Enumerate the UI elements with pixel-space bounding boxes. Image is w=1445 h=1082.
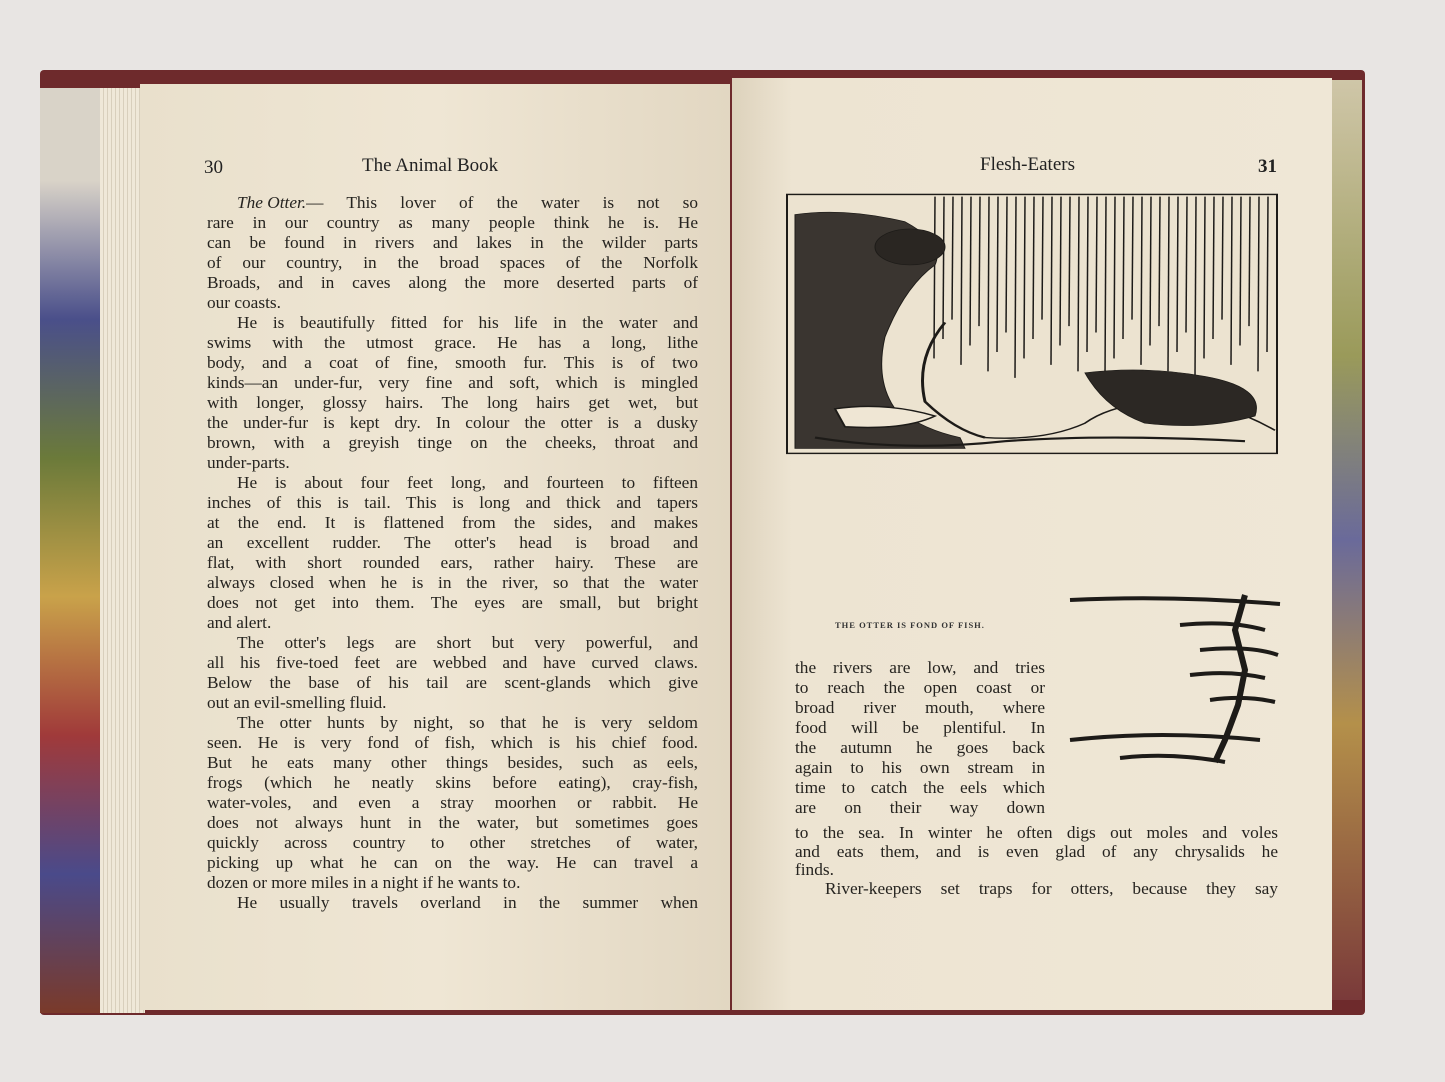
text-line: with longer, glossy hairs. The long hairs get wet, but <box>207 393 698 412</box>
reed-stroke <box>1159 197 1160 326</box>
text-line: again to his own stream in <box>795 758 1045 777</box>
reed-stroke <box>1195 197 1196 378</box>
reed-stroke <box>1033 197 1034 339</box>
text-line: and alert. <box>207 613 272 632</box>
text-line: all his five-toed feet are webbed and have curved claws. <box>207 653 698 672</box>
text-line: quickly across country to other stretches of water, <box>207 833 698 852</box>
right-body-text-wide <box>795 824 1278 898</box>
text-line: are on their way down <box>795 798 1045 817</box>
text-line: The otter's legs are short but very powerful, and <box>237 633 698 652</box>
text-line: can be found in rivers and lakes in the wilder parts <box>207 233 698 252</box>
reed-stroke <box>1168 197 1169 372</box>
text-line: the autumn he goes back <box>795 738 1045 757</box>
reed-stroke <box>1123 197 1124 339</box>
text-line: our coasts. <box>207 293 281 312</box>
reed-stroke <box>979 197 980 326</box>
reed-stroke <box>1006 197 1007 333</box>
text-line: picking up what he can on the way. He can travel a <box>207 853 698 872</box>
text-line: flat, with short rounded ears, rather hairy. These are <box>207 553 698 572</box>
right-page-number: 31 <box>1258 156 1277 177</box>
reed-stroke <box>1069 197 1070 326</box>
reed-stroke <box>1231 197 1232 365</box>
text-line: does not always hunt in the water, but sometimes goes <box>207 813 698 832</box>
book-cover-right-edge <box>1330 80 1362 1000</box>
text-line: does not get into them. The eyes are small, but bright <box>207 593 698 612</box>
text-line: out an evil-smelling fluid. <box>207 693 387 712</box>
text-line: — This lover of the water is not so <box>306 193 698 212</box>
text-line: kinds—an under-fur, very fine and soft, which is mingled <box>207 373 698 392</box>
text-line: He is beautifully fitted for his life in the water and <box>237 313 698 332</box>
reed-stroke <box>952 197 953 320</box>
text-line: of our country, in the broad spaces of the Norfolk <box>207 253 698 272</box>
text-line: brown, with a greyish tinge on the cheeks, throat and <box>207 433 698 452</box>
left-running-head: The Animal Book <box>362 155 499 176</box>
left-page-number: 30 <box>204 157 223 178</box>
reed-stroke <box>1114 197 1115 359</box>
reed-stroke <box>988 197 989 372</box>
reed-stroke <box>1204 197 1205 359</box>
reed-stroke <box>1258 197 1259 372</box>
reed-stroke <box>1060 197 1061 346</box>
reed-stroke <box>1240 197 1241 346</box>
reed-stroke <box>1015 197 1016 378</box>
text-line: frogs (which he neatly skins before eating), cray-fish, <box>207 773 698 792</box>
text-line: water-voles, and even a stray moorhen or rabbit. He <box>207 793 698 812</box>
text-line: rare in our country as many people think he is. He <box>207 213 698 232</box>
section-title: The Otter. <box>237 193 307 212</box>
reed-stroke <box>1024 197 1025 359</box>
text-line: River-keepers set traps for otters, because they say <box>825 879 1278 898</box>
text-line: broad river mouth, where <box>795 698 1045 717</box>
text-line: dozen or more miles in a night if he wants to. <box>207 873 521 892</box>
text-line: swims with the utmost grace. He has a long, lithe <box>207 333 698 352</box>
right-body-text-narrow <box>795 658 1045 818</box>
text-line: and eats them, and is even glad of any chrysalids he <box>795 842 1278 861</box>
text-line-with-title <box>207 193 698 213</box>
text-line: food will be plentiful. In <box>795 718 1045 737</box>
reed-stroke <box>1042 197 1043 320</box>
illustration-caption: THE OTTER IS FOND OF FISH. <box>835 620 985 630</box>
text-line: Below the base of his tail are scent-glands which give <box>207 673 698 692</box>
reed-stroke <box>1267 197 1268 352</box>
reed-stroke <box>1186 197 1187 333</box>
reed-stroke <box>961 197 962 365</box>
right-running-head: Flesh-Eaters <box>980 154 1075 175</box>
text-line: inches of this is tail. This is long and thick and tapers <box>207 493 698 512</box>
otter-illustration <box>785 193 1280 603</box>
reed-stroke <box>1132 197 1133 320</box>
reed-stroke <box>1078 197 1079 372</box>
text-line: the rivers are low, and tries <box>795 658 1045 677</box>
reed-stroke <box>1051 197 1052 365</box>
reed-stroke <box>943 197 944 339</box>
text-line: always closed when he is in the river, so that the water <box>207 573 698 592</box>
text-line: seen. He is very fond of fish, which is his chief food. <box>207 733 698 752</box>
reed-stroke <box>1087 197 1088 352</box>
reed-stroke <box>1096 197 1097 333</box>
text-line: The otter hunts by night, so that he is very seldom <box>237 713 698 732</box>
reed-stroke <box>1213 197 1214 339</box>
text-line: at the end. It is flattened from the sides, and makes <box>207 513 698 532</box>
water-ripples-illustration <box>1050 590 1290 770</box>
text-line: body, and a coat of fine, smooth fur. This is of two <box>207 353 698 372</box>
reed-stroke <box>1150 197 1151 346</box>
text-line: under-parts. <box>207 453 290 472</box>
reed-stroke <box>970 197 971 346</box>
page-stack <box>100 88 145 1013</box>
text-line: Broads, and in caves along the more deserted parts of <box>207 273 698 292</box>
text-line: time to catch the eels which <box>795 778 1045 797</box>
text-line: But he eats many other things besides, such as eels, <box>207 753 698 772</box>
text-line: finds. <box>795 861 834 879</box>
left-body-text <box>207 193 698 913</box>
reed-stroke <box>1105 197 1106 378</box>
text-line: He is about four feet long, and fourteen to fifteen <box>237 473 698 492</box>
reed-stroke <box>1141 197 1142 365</box>
text-line: He usually travels overland in the summer when <box>237 893 698 912</box>
text-line: to reach the open coast or <box>795 678 1045 697</box>
text-line: the under-fur is kept dry. In colour the otter is a dusky <box>207 413 698 432</box>
text-line: an excellent rudder. The otter's head is broad and <box>207 533 698 552</box>
reed-stroke <box>1222 197 1223 320</box>
reed-stroke <box>997 197 998 352</box>
text-line: to the sea. In winter he often digs out moles and voles <box>795 824 1278 842</box>
reed-stroke <box>1249 197 1250 326</box>
reed-stroke <box>1177 197 1178 352</box>
